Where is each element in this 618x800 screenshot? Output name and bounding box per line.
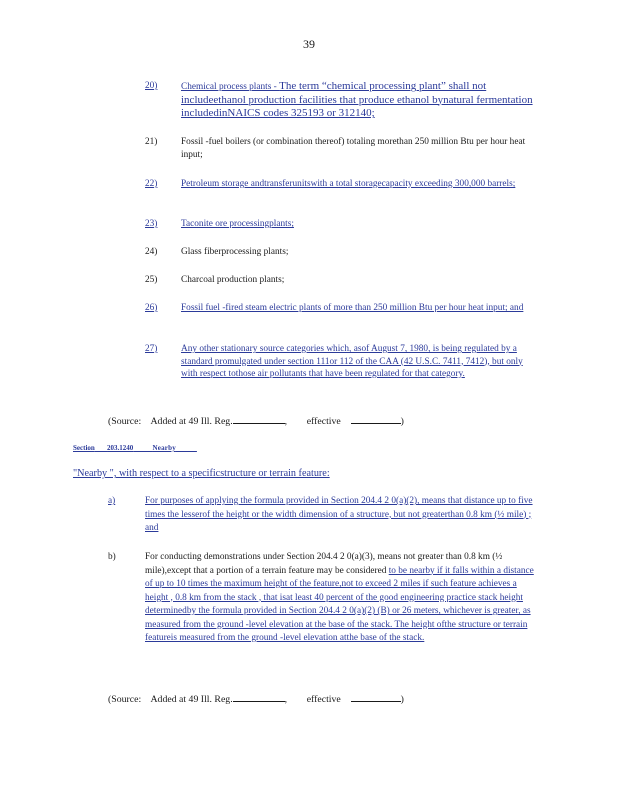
definition-subitem [108, 495, 538, 536]
item-text: Petroleum storage andtransferunitswith a total storagecapacity exceeding 300,000 barrels; [181, 179, 516, 189]
subitem-text: For purposes of applying the formula provided in Section 204.4 2 0(a)(2), means that distance up to five times the lesserof the height or the width dimension of a structure, but not greaterthan 0.8 km (½ mile) ; and [145, 496, 533, 533]
item-number: 20) [145, 81, 158, 91]
item-number: 25) [145, 275, 158, 285]
item-text: Taconite ore processingplants; [181, 219, 294, 229]
source-open: (Source: [108, 416, 142, 427]
item-text: Glass fiberprocessing plants; [181, 247, 289, 257]
subitem-text [145, 551, 537, 646]
item-text: Any other stationary source categories which, asof August 7, 1980, is being regulated by a standard promulgated under section 111or 112 of the CAA (42 U.S.C. 7411, 7412), but only with respect tothose air pollutants that have been regulated for that category. [181, 344, 523, 379]
list-item [145, 136, 545, 161]
item-number: 24) [145, 247, 158, 257]
item-number: 26) [145, 303, 158, 313]
list-item [145, 302, 545, 315]
item-lead: Chemical process plants - [181, 82, 280, 92]
subitem-letter: a) [108, 496, 116, 506]
item-number: 27) [145, 344, 158, 354]
source-close: ) [400, 694, 404, 705]
item-number: 22) [145, 179, 158, 189]
section-label: Section [73, 444, 95, 452]
register-blank [233, 413, 285, 424]
section-title: Nearby [152, 444, 176, 452]
list-item [145, 246, 545, 259]
source-open: (Source: [108, 694, 142, 705]
source-comma: , [284, 694, 288, 705]
list-item [145, 218, 545, 231]
list-item [145, 343, 545, 381]
source-comma: , [284, 416, 288, 427]
item-number: 21) [145, 137, 158, 147]
effective-date-blank [351, 413, 401, 424]
item-text: Fossil fuel -fired steam electric plants of more than 250 million Btu per hour heat input; and [181, 303, 524, 313]
list-item [145, 274, 545, 287]
page-number: 39 [303, 37, 315, 51]
item-body: The term “chemical processing plant” shall not includeethanol production facilities that produce ethanol bynatural fermentation includedinNAICS codes 325193 or 312140; [181, 80, 533, 119]
source-close: ) [400, 416, 404, 427]
section-number: 203.1240 [107, 444, 134, 452]
source-effective: effective [306, 694, 341, 705]
effective-date-blank [351, 691, 401, 702]
item-text: Fossil -fuel boilers (or combination thereof) totaling morethan 250 million Btu per hour heat input; [181, 137, 526, 160]
subitem-letter: b) [108, 552, 116, 562]
item-number: 23) [145, 219, 158, 229]
register-blank [233, 691, 285, 702]
section-heading [73, 444, 197, 452]
item-text [181, 80, 539, 121]
definition-lead: "Nearby ", with respect to a specificstructure or terrain feature: [73, 468, 330, 479]
source-note [108, 413, 404, 427]
list-item [145, 178, 545, 191]
source-added: Added at 49 Ill. Reg. [150, 694, 233, 705]
source-effective: effective [306, 416, 341, 427]
definition-subitem [108, 551, 538, 646]
item-text: Charcoal production plants; [181, 275, 285, 285]
subitem-plain-text: For conducting demonstrations under Section 204.4 2 0(a)(3), means not greater than 0.8 km (½ mile),except that a portion of a terrain feature may be considered [145, 552, 503, 576]
subitem-inserted-text: to be nearby if it falls within a distance of up to 10 times the maximum height of the feature,not to exceed 2 miles if such feature achieves a height , 0.8 km from the stack , that isat least 40 percent of the good engineering practice stack height determinedby the formula provided in Section 204.4 2 0(a)(2) (B) or 26 meters, whichever is greater, as measured from the ground -level elevation at the base of the stack. The height ofthe structure or terrain featureis measured from the ground -level elevation atthe base of the stack. [145, 565, 534, 643]
source-note [108, 691, 404, 705]
list-item [145, 80, 545, 121]
source-added: Added at 49 Ill. Reg. [150, 416, 233, 427]
